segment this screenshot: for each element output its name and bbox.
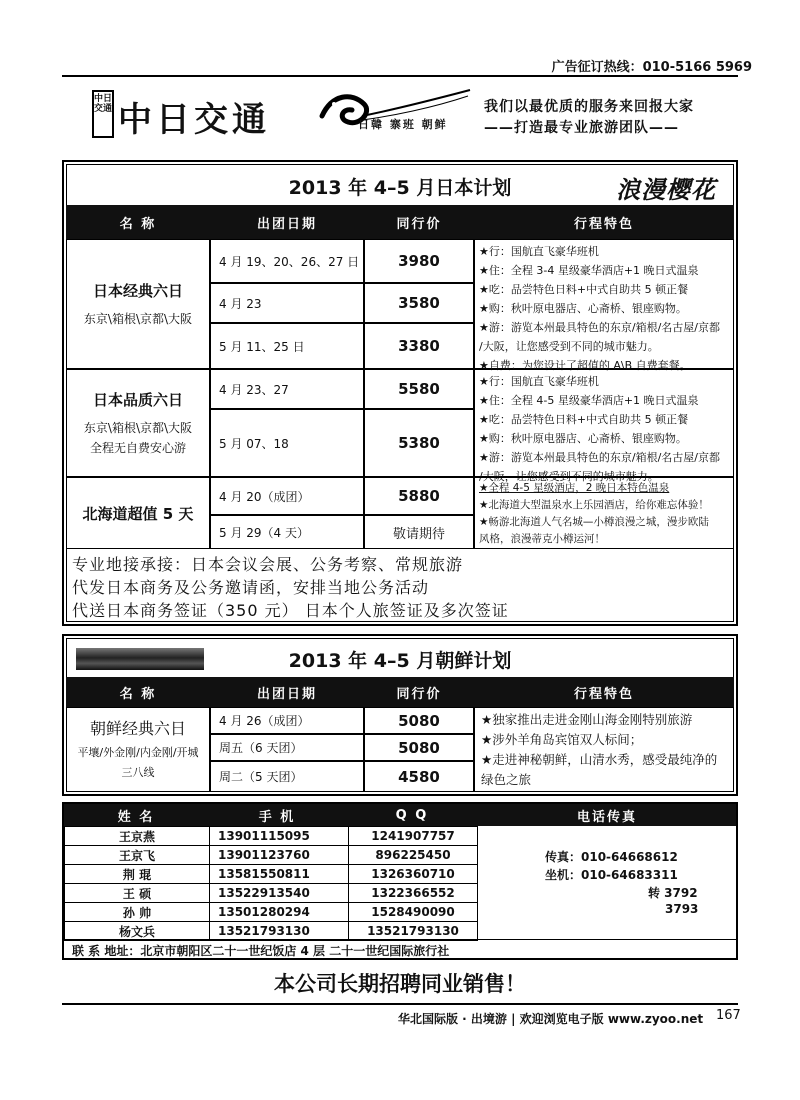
tour-price: 5580: [364, 369, 474, 409]
korea-table-header: [66, 677, 734, 707]
tour-price: 3580: [364, 283, 474, 323]
tour-name: 北海道超值 5 天: [82, 504, 194, 523]
contacts-table: [64, 826, 478, 941]
feature-line: ★游：游览本州最具特色的东京/箱根/名古屋/京都: [479, 451, 720, 464]
contact-qq: 13521793130: [349, 922, 478, 941]
header-date: 出团日期: [256, 216, 317, 232]
contact-name: 荆 琨: [65, 865, 210, 884]
contact-name: 王 硕: [65, 884, 210, 903]
feature-line: ★独家推出走进金刚山海金刚特别旅游: [481, 711, 693, 727]
feature-line: ★购：秋叶原电器店、心斋桥、银座购物。: [479, 302, 687, 315]
japan-classic-name: [66, 239, 210, 369]
tour-features: [474, 707, 734, 792]
header-price: 同行价: [396, 216, 442, 232]
contact-address: 联 系 地址：北京市朝阳区二十一世纪饭店 4 层 二十一世纪国际旅行社: [72, 944, 450, 958]
feature-line: ★购：秋叶原电器店、心斋桥、银座购物。: [479, 432, 687, 445]
korea-plan-title: 2013 年 4–5 月朝鲜计划: [288, 650, 512, 672]
contact-mobile: 13501280294: [210, 903, 349, 922]
contact-row: [65, 827, 478, 846]
feature-line: ★走进神秘朝鲜，山清水秀，感受最纯净的: [481, 751, 718, 767]
header-qq: Q Q: [395, 807, 429, 823]
feature-line: /大阪，让您感受到不同的城市魅力。: [479, 470, 659, 483]
japan-plan-title: 2013 年 4–5 月日本计划: [288, 177, 512, 199]
footer-text: 华北国际版 · 出境游 | 欢迎浏览电子版 www.zyoo.net: [398, 1012, 704, 1026]
japan-services: [72, 553, 509, 622]
tour-features: [474, 369, 734, 483]
japan-quality-name: [66, 369, 210, 477]
tour-date: 周二（5 天团）: [210, 761, 364, 792]
tour-price: 5880: [364, 477, 474, 515]
hokkaido-name: [66, 477, 210, 549]
feature-line: ★北海道大型温泉水上乐园酒店，给你难忘体验！: [479, 499, 709, 511]
contact-qq: 896225450: [349, 846, 478, 865]
contact-row: [65, 865, 478, 884]
contact-name: 王京燕: [65, 827, 210, 846]
header-name: 名 称: [119, 686, 157, 702]
tour-price-pending: 敬请期待: [364, 515, 474, 549]
tour-date: 5 月 11、25 日: [210, 323, 364, 369]
contact-fax: 传真：010-64668612: [545, 850, 678, 864]
tour-price: 4580: [364, 761, 474, 792]
header-date: 出团日期: [256, 686, 317, 702]
contact-mobile: 13581550811: [210, 865, 349, 884]
contact-name: 王京飞: [65, 846, 210, 865]
feature-line: 绿色之旅: [481, 771, 532, 787]
tour-cities: 平壤/外金刚/内金刚/开城: [77, 746, 199, 759]
tour-date: 5 月 29（4 天）: [210, 515, 364, 549]
feature-line: ★吃：品尝特色日料+中式自助共 5 顿正餐: [479, 413, 689, 426]
feature-line: ★行：国航直飞豪华班机: [479, 375, 599, 388]
logo-vertical-mark: 中日交通: [92, 90, 114, 138]
tour-cities: 东京\箱根\京都\大阪: [83, 311, 193, 326]
sakura-badge: 浪漫樱花: [616, 176, 716, 204]
ad-hotline: 广告征订热线：010-5166 5969: [551, 60, 752, 75]
tour-date: 4 月 23: [210, 283, 364, 323]
tour-price: 5380: [364, 409, 474, 477]
slogan-line-1: 我们以最优质的服务来回报大家: [484, 99, 694, 115]
company-logo-name: 中日交通: [118, 100, 270, 140]
feature-line: ★涉外羊角岛宾馆双人标间；: [481, 731, 643, 747]
japan-table-header: [66, 205, 734, 239]
tour-name: 日本品质六日: [92, 390, 183, 409]
tour-date: 5 月 07、18: [210, 409, 364, 477]
tour-cities: 东京\箱根\京都\大阪: [83, 420, 193, 435]
footer-divider: [62, 1003, 738, 1005]
service-line: 专业地接承接：日本会议会展、公务考察、常规旅游: [72, 555, 464, 574]
contact-mobile: 13901115095: [210, 827, 349, 846]
feature-line: /大阪，让您感受到不同的城市魅力。: [479, 340, 659, 353]
feature-line: ★住：全程 4-5 星级豪华酒店+1 晚日式温泉: [479, 394, 699, 407]
contact-mobile: 13901123760: [210, 846, 349, 865]
korea-classic-name: [66, 707, 210, 792]
tour-features: [474, 239, 734, 372]
feature-line: ★吃：品尝特色日料+中式自助共 5 顿正餐: [479, 283, 689, 296]
header-mobile: 手 机: [258, 809, 296, 825]
contact-name: 杨文兵: [65, 922, 210, 941]
tour-cities-2: 三八线: [121, 766, 155, 779]
address-divider: [64, 939, 736, 940]
tour-date: 4 月 23、27: [210, 369, 364, 409]
tour-name: 日本经典六日: [92, 281, 183, 300]
tour-price: 5080: [364, 707, 474, 734]
tour-note: 全程无自费安心游: [89, 440, 186, 455]
slogan-line-2: ——打造最专业旅游团队——: [484, 120, 679, 136]
contact-phone: 坐机：010-64683311: [545, 868, 678, 882]
header-phone-fax: 电话传真: [576, 809, 637, 825]
feature-line: ★全程 4-5 星级酒店，2 晚日本特色温泉: [479, 482, 670, 494]
contact-name: 孙 帅: [65, 903, 210, 922]
contact-mobile: 13521793130: [210, 922, 349, 941]
tour-date: 4 月 19、20、26、27 日: [210, 239, 364, 283]
contact-ext-1: 转 3792: [648, 886, 698, 900]
feature-line: ★住：全程 3-4 星级豪华酒店+1 晚日式温泉: [479, 264, 699, 277]
contact-ext-2: 3793: [665, 902, 699, 916]
contact-qq: 1241907757: [349, 827, 478, 846]
header-name: 名 称: [119, 216, 157, 232]
tour-price: 3980: [364, 239, 474, 283]
tour-date: 周五（6 天团）: [210, 734, 364, 761]
tour-date: 4 月 26（成团）: [210, 707, 364, 734]
recruit-banner: 本公司长期招聘同业销售！: [274, 972, 526, 996]
contact-qq: 1322366552: [349, 884, 478, 903]
tour-name: 朝鲜经典六日: [89, 719, 186, 738]
contact-qq: 1528490090: [349, 903, 478, 922]
contact-qq: 1326360710: [349, 865, 478, 884]
contact-mobile: 13522913540: [210, 884, 349, 903]
feature-line: 风格，浪漫蒂克小樽运河！: [479, 533, 605, 545]
contact-row: [65, 922, 478, 941]
contact-row: [65, 884, 478, 903]
feature-line: ★畅游北海道人气名城—小樽浪漫之城，漫步欧陆: [479, 516, 709, 528]
contacts-header: [64, 804, 736, 826]
feature-line: ★自费：为您设计了超值的 A\B 自费套餐。: [479, 359, 691, 372]
contact-row: [65, 846, 478, 865]
contact-row: [65, 903, 478, 922]
header-features: 行程特色: [573, 216, 634, 232]
tour-date: 4 月 20（成团）: [210, 477, 364, 515]
tour-price: 5080: [364, 734, 474, 761]
header-price: 同行价: [396, 686, 442, 702]
header-features: 行程特色: [573, 686, 634, 702]
top-divider: [62, 75, 738, 77]
feature-line: ★游：游览本州最具特色的东京/箱根/名古屋/京都: [479, 321, 720, 334]
service-line: 代发日本商务及公务邀请函，安排当地公务活动: [72, 578, 430, 597]
logo-subtitle: 日韓 寨班 朝鲜: [358, 118, 448, 131]
feature-line: ★行：国航直飞豪华班机: [479, 245, 599, 258]
tour-price: 3380: [364, 323, 474, 369]
header-contact-name: 姓 名: [117, 809, 155, 825]
tour-features: [474, 477, 734, 549]
service-line: 代送日本商务签证（350 元） 日本个人旅签证及多次签证: [72, 601, 509, 620]
page-number: 167: [716, 1008, 741, 1023]
